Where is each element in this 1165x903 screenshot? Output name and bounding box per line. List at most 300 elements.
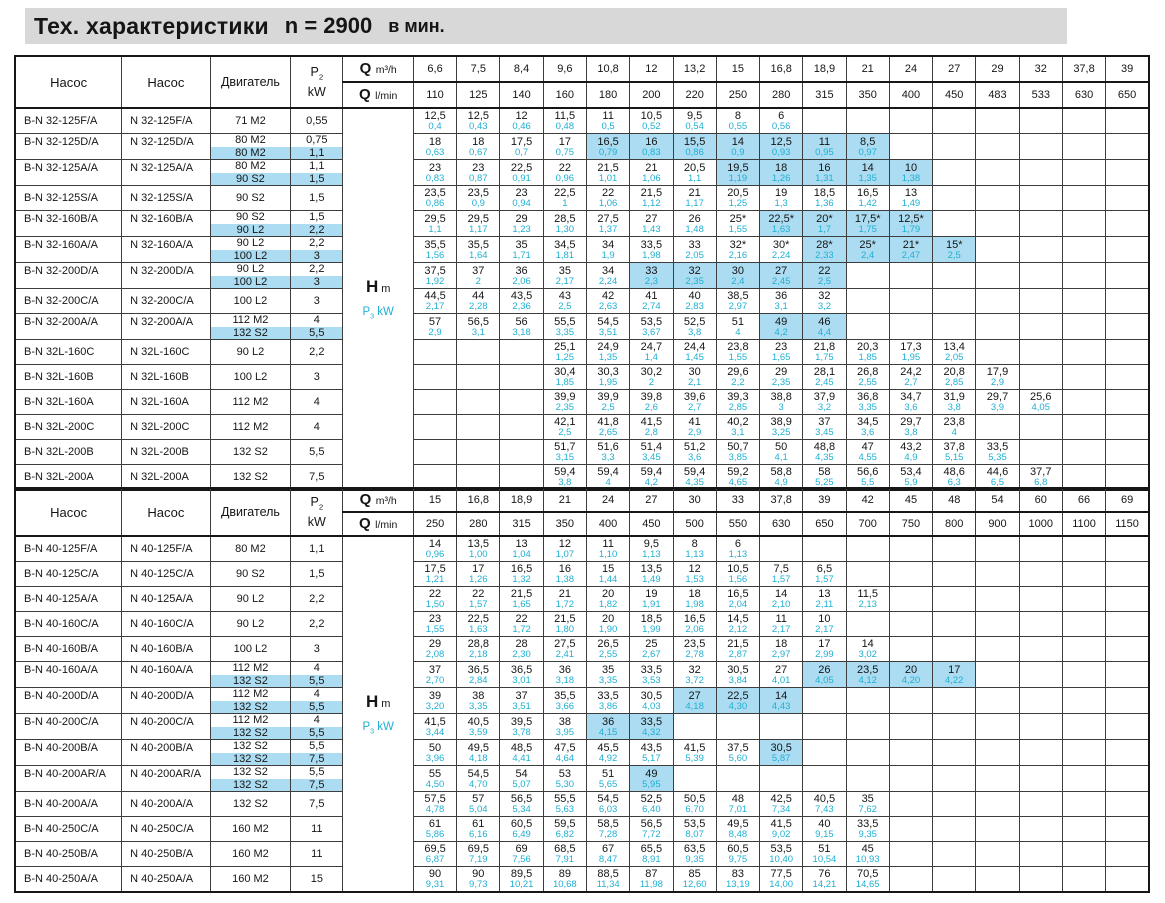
power-value: 3,1 [774, 301, 788, 312]
head-value: 37,5 [424, 264, 446, 277]
flow-m3h-value: 8,4 [500, 56, 543, 82]
empty-cell [1106, 792, 1149, 817]
data-cell [630, 263, 673, 289]
head-value: 19 [775, 187, 788, 199]
data-cell [586, 390, 629, 415]
empty-cell [933, 792, 976, 817]
power-value: 1,55 [728, 352, 748, 363]
data-cell [673, 237, 716, 263]
power-value: 1,35 [598, 352, 618, 363]
head-value: 27,5 [554, 638, 576, 650]
motor-size: 132 S2 [232, 445, 268, 458]
head-value: 48,6 [943, 466, 965, 478]
empty-cell [1062, 186, 1105, 211]
p2-cell [291, 662, 343, 688]
head-value: 23,8 [727, 341, 749, 353]
power-value: 2,18 [469, 649, 488, 660]
table-row [15, 587, 1149, 612]
power-value: 2,5 [947, 249, 961, 261]
data-cell [543, 766, 586, 792]
head-value: 68,5 [554, 843, 576, 855]
head-value: 21,5 [597, 161, 619, 174]
power-value: 3 [778, 402, 784, 413]
power-value: 1,65 [512, 599, 531, 610]
head-value: 39,9 [597, 391, 619, 403]
data-cell [673, 160, 716, 186]
head-value: 16,5 [856, 187, 879, 199]
p2-value: 1,5 [309, 211, 325, 223]
motor-size: 90 S2 [211, 173, 290, 186]
data-cell [586, 134, 629, 160]
title-speed: n = 2900 [284, 13, 373, 38]
power-value: 9,35 [858, 829, 877, 840]
head-value: 22,5* [768, 212, 795, 225]
head-value: 22,5 [554, 187, 576, 199]
head-value: 35,5 [467, 238, 490, 251]
empty-cell [1106, 134, 1149, 160]
head-value: 41 [645, 290, 658, 302]
motor-size: 90 L2 [236, 345, 265, 358]
data-cell [586, 817, 629, 842]
flow-m3h-value: 39 [1106, 56, 1149, 82]
data-cell [716, 612, 759, 637]
data-cell [457, 536, 500, 562]
head-value: 58 [818, 466, 831, 478]
motor-size: 132 S2 [232, 740, 268, 752]
pump-model-cell: N 32-125D/A [122, 134, 211, 160]
p2-value: 4 [313, 714, 320, 726]
empty-cell [933, 160, 976, 186]
pump-column-header: Насос [15, 56, 122, 108]
pump-model-cell: N 40-250B/A [122, 842, 211, 867]
data-cell [457, 612, 500, 637]
empty-cell [1106, 536, 1149, 562]
power-value: 4,41 [512, 752, 531, 764]
data-cell [500, 792, 543, 817]
empty-cell [846, 562, 889, 587]
data-cell [760, 817, 803, 842]
table-row [15, 237, 1149, 263]
head-value: 29,7 [900, 416, 922, 428]
flow-lmin-value: 650 [1106, 82, 1149, 108]
power-value: 6,49 [512, 829, 531, 840]
data-cell [457, 587, 500, 612]
title-unit: в мин. [388, 15, 445, 36]
flow-m3h-value: 45 [889, 488, 932, 512]
page-title [25, 8, 1067, 44]
data-cell [976, 365, 1019, 390]
empty-cell [1106, 612, 1149, 637]
pump2-column-header: Насос [122, 56, 211, 108]
head-value: 44,5 [424, 290, 446, 302]
motor-cell [210, 714, 290, 740]
power-value: 1,10 [598, 549, 618, 560]
data-cell [803, 587, 846, 612]
flow-lmin-value: 700 [846, 512, 889, 536]
power-value: 3,15 [555, 452, 575, 463]
data-cell [716, 263, 759, 289]
head-value: 37,9 [813, 391, 836, 403]
head-value: 51 [818, 843, 831, 855]
power-value: 2 [648, 377, 655, 388]
empty-cell [1062, 817, 1105, 842]
flow-m3h-value: 48 [933, 488, 976, 512]
empty-cell [976, 740, 1019, 766]
empty-cell [803, 688, 846, 714]
data-cell [543, 211, 586, 237]
table-row [15, 867, 1149, 893]
power-value: 1,17 [469, 223, 488, 235]
head-value: 20,3 [856, 341, 879, 353]
data-cell [673, 390, 716, 415]
empty-cell [889, 817, 932, 842]
data-cell [889, 211, 932, 237]
empty-cell [889, 792, 932, 817]
data-cell [716, 637, 759, 662]
data-cell [760, 186, 803, 211]
power-value: 3,85 [728, 452, 748, 463]
data-cell [543, 714, 586, 740]
empty-cell [1062, 612, 1105, 637]
pump-model-cell: N 32L-160A [122, 390, 211, 415]
power-value: 7,72 [642, 829, 661, 840]
pump-name-cell: B-N 32L-160B [15, 365, 122, 390]
table-row [15, 365, 1149, 390]
power-value: 1,01 [598, 172, 618, 184]
power-value: 1,30 [555, 223, 575, 235]
data-cell [457, 160, 500, 186]
head-value: 21,5 [640, 187, 663, 199]
power-value: 3,2 [817, 301, 832, 312]
empty-cell [976, 211, 1019, 237]
data-cell [716, 688, 759, 714]
table-row [15, 340, 1149, 365]
empty-cell [1019, 740, 1062, 766]
power-value: 1,26 [469, 574, 488, 585]
data-cell [933, 340, 976, 365]
data-cell [760, 562, 803, 587]
data-cell [457, 766, 500, 792]
empty-cell [1062, 415, 1105, 440]
head-value: 16 [558, 563, 571, 575]
empty-cell [1062, 365, 1105, 390]
power-value: 1,00 [469, 549, 488, 560]
head-value: 26 [688, 212, 701, 225]
data-cell [413, 314, 456, 340]
flow-lmin-value: 315 [803, 82, 846, 108]
table-row [15, 536, 1149, 562]
head-value: 18,5 [640, 613, 663, 625]
p2-value: 7,5 [309, 470, 325, 483]
head-value: 28,5 [554, 212, 576, 225]
power-value: 1,4 [644, 352, 658, 363]
data-cell [630, 792, 673, 817]
empty-cell [1106, 186, 1149, 211]
pump-name-cell: B-N 40-160C/A [15, 612, 122, 637]
empty-cell [933, 289, 976, 314]
data-cell [716, 108, 759, 134]
head-value: 36 [775, 290, 788, 302]
head-value: 51,7 [554, 441, 576, 453]
data-cell [716, 867, 759, 893]
data-cell [413, 688, 456, 714]
p2-value: 3 [291, 276, 342, 289]
data-cell [846, 237, 889, 263]
head-value: 12,5 [467, 110, 490, 122]
head-value: 54,5 [467, 767, 490, 780]
p2-value: 1,1 [309, 542, 325, 555]
motor-cell [210, 536, 290, 562]
data-cell [803, 817, 846, 842]
motor-cell [210, 237, 290, 263]
data-cell [760, 662, 803, 688]
power-value: 1,44 [598, 574, 618, 585]
data-cell [543, 740, 586, 766]
head-value: 26,5 [597, 638, 619, 650]
empty-cell [1062, 340, 1105, 365]
empty-cell [1106, 415, 1149, 440]
power-value: 3,6 [904, 402, 918, 413]
motor-cell [210, 440, 290, 465]
data-cell [413, 263, 456, 289]
empty-cell [457, 440, 500, 465]
head-value: 32 [688, 663, 701, 676]
flow-m3h-value: 18,9 [803, 56, 846, 82]
motor-size: 80 M2 [235, 542, 266, 555]
data-cell [803, 160, 846, 186]
power-value: 4 [735, 326, 741, 338]
empty-cell [1019, 237, 1062, 263]
head-value: 33,5 [640, 715, 663, 728]
head-value: 38,5 [727, 290, 749, 302]
power-value: 6,16 [469, 829, 488, 840]
data-cell [933, 237, 976, 263]
head-value: 53,5 [770, 843, 792, 855]
power-value: 2,65 [598, 427, 618, 438]
p2-cell [291, 237, 343, 263]
power-value: 2,97 [728, 301, 748, 312]
flow-lmin-value: 110 [413, 82, 456, 108]
flow-lmin-value: 350 [846, 82, 889, 108]
empty-cell [933, 536, 976, 562]
data-cell [586, 186, 629, 211]
p2-cell [291, 263, 343, 289]
data-cell [673, 263, 716, 289]
power-value: 2,9 [990, 377, 1005, 388]
empty-cell [1106, 263, 1149, 289]
power-value: 2,41 [555, 649, 575, 660]
head-value: 54,5 [597, 315, 619, 328]
data-cell [716, 365, 759, 390]
head-value: 17 [558, 135, 571, 148]
flow-lmin-value: 160 [543, 82, 586, 108]
p2-value: 0,75 [306, 134, 328, 146]
head-value: 22 [601, 187, 615, 199]
head-value: 35 [515, 238, 528, 251]
head-value: 32 [688, 264, 701, 277]
power-value: 3,51 [512, 700, 531, 712]
empty-cell [976, 817, 1019, 842]
data-cell [760, 314, 803, 340]
data-cell [630, 766, 673, 792]
power-value: 3,53 [642, 674, 661, 686]
head-value: 58,5 [597, 818, 619, 830]
data-cell [673, 792, 716, 817]
empty-cell [933, 186, 976, 211]
power-value: 1,72 [555, 599, 575, 610]
head-value: 18 [472, 135, 485, 148]
data-cell [716, 536, 759, 562]
head-value: 6 [734, 538, 741, 550]
power-value: 1,75 [815, 352, 834, 363]
data-cell [413, 714, 456, 740]
power-value: 2,67 [642, 649, 661, 660]
pump-model-cell: N 32-125F/A [122, 108, 211, 134]
head-value: 77,5 [770, 868, 792, 880]
power-value: 4,92 [598, 752, 618, 764]
data-cell [846, 867, 889, 893]
data-cell [846, 340, 889, 365]
head-value: 12 [515, 110, 528, 122]
power-value: 1,45 [685, 352, 704, 363]
pump-name-cell: B-N 32-160B/A [15, 211, 122, 237]
pump-name-cell: B-N 40-200A/A [15, 792, 122, 817]
power-value: 1,92 [425, 275, 445, 287]
head-value: 33,5 [986, 441, 1009, 453]
power-value: 2,35 [685, 275, 704, 287]
head-value: 22,5 [510, 161, 533, 174]
power-value: 4,35 [685, 477, 704, 488]
power-value: 8,47 [598, 854, 618, 865]
empty-cell [1106, 314, 1149, 340]
empty-cell [889, 314, 932, 340]
data-cell [673, 314, 716, 340]
flow-m3h-value: 39 [803, 488, 846, 512]
power-value: 1,85 [555, 377, 575, 388]
data-cell [543, 314, 586, 340]
data-cell [500, 289, 543, 314]
head-value: 49,5 [467, 741, 490, 754]
power-value: 1,36 [815, 198, 834, 209]
power-value: 2,9 [428, 326, 442, 338]
pump-model-cell: N 40-200B/A [122, 740, 211, 766]
p2-cell [291, 211, 343, 237]
head-value: 34,7 [900, 391, 922, 403]
power-value: 1,57 [771, 574, 791, 585]
head-value: 13,5 [640, 563, 663, 575]
power-value: 14,65 [855, 879, 880, 890]
table-row [15, 440, 1149, 465]
p2-value: 15 [310, 872, 323, 885]
data-cell [673, 186, 716, 211]
head-value: 59,4 [554, 466, 576, 478]
head-value: 22,5 [727, 689, 749, 702]
power-value: 1,42 [858, 198, 877, 209]
data-cell [500, 314, 543, 340]
data-cell [630, 415, 673, 440]
data-cell [716, 662, 759, 688]
head-value: 11 [602, 538, 614, 550]
power-value: 3,18 [555, 674, 575, 686]
empty-cell [457, 390, 500, 415]
power-value: 0,87 [469, 172, 488, 184]
motor-size: 100 L2 [233, 642, 268, 655]
data-cell [457, 688, 500, 714]
empty-cell [976, 637, 1019, 662]
head-value: 23,5 [683, 638, 706, 650]
data-cell [673, 688, 716, 714]
head-value: 37,7 [1030, 466, 1052, 478]
p2-value: 11 [311, 847, 323, 860]
power-value: 0,52 [642, 121, 661, 132]
data-cell [586, 289, 629, 314]
table-row [15, 562, 1149, 587]
pump-model-cell: N 40-200A/A [122, 792, 211, 817]
head-value: 90 [472, 868, 485, 880]
empty-cell [976, 587, 1019, 612]
head-value: 39,3 [727, 391, 749, 403]
power-value: 2,33 [815, 249, 834, 261]
power-value: 5,35 [988, 452, 1007, 463]
pump-name-cell: B-N 32-125A/A [15, 160, 122, 186]
power-value: 9,73 [469, 879, 488, 890]
p2-value: 5,5 [309, 766, 325, 778]
power-value: 0,9 [731, 146, 745, 158]
head-value: 23,8 [943, 416, 965, 428]
power-value: 6,87 [425, 854, 445, 865]
p2-column-header: $P_2$ kW [291, 488, 343, 536]
head-value: 33,5 [640, 238, 663, 251]
power-value: 1,85 [858, 352, 877, 363]
empty-cell [846, 740, 889, 766]
head-value: 22 [472, 588, 485, 600]
empty-cell [846, 289, 889, 314]
power-value: 4,50 [425, 778, 445, 790]
power-value: 0,96 [555, 172, 575, 184]
head-value: 87 [645, 868, 658, 880]
data-cell [803, 792, 846, 817]
head-value: 52,5 [640, 793, 663, 805]
head-value: 36 [558, 663, 571, 676]
data-cell [673, 587, 716, 612]
head-value: 49 [775, 315, 788, 328]
empty-cell [933, 842, 976, 867]
head-value: 25,1 [554, 341, 576, 353]
power-value: 0,5 [601, 121, 615, 132]
head-value: 56 [515, 315, 528, 328]
power-value: 6,70 [685, 804, 704, 815]
data-cell [630, 160, 673, 186]
empty-cell [846, 766, 889, 792]
head-value: 37 [428, 663, 442, 676]
data-cell [760, 867, 803, 893]
head-value: 41,5 [683, 741, 706, 754]
data-cell [803, 415, 846, 440]
power-value: 2,5 [558, 427, 572, 438]
head-value: 18 [428, 135, 442, 148]
head-value: 20,5 [683, 161, 706, 174]
table-row [15, 134, 1149, 160]
table-row [15, 108, 1149, 134]
power-value: 1,3 [774, 198, 788, 209]
head-value: 39,8 [640, 391, 663, 403]
data-cell [630, 714, 673, 740]
motor-cell [210, 766, 290, 792]
data-cell [543, 662, 586, 688]
pump-model-cell: N 40-250A/A [122, 867, 211, 893]
data-cell [760, 440, 803, 465]
p2-value: 1,1 [291, 147, 342, 160]
